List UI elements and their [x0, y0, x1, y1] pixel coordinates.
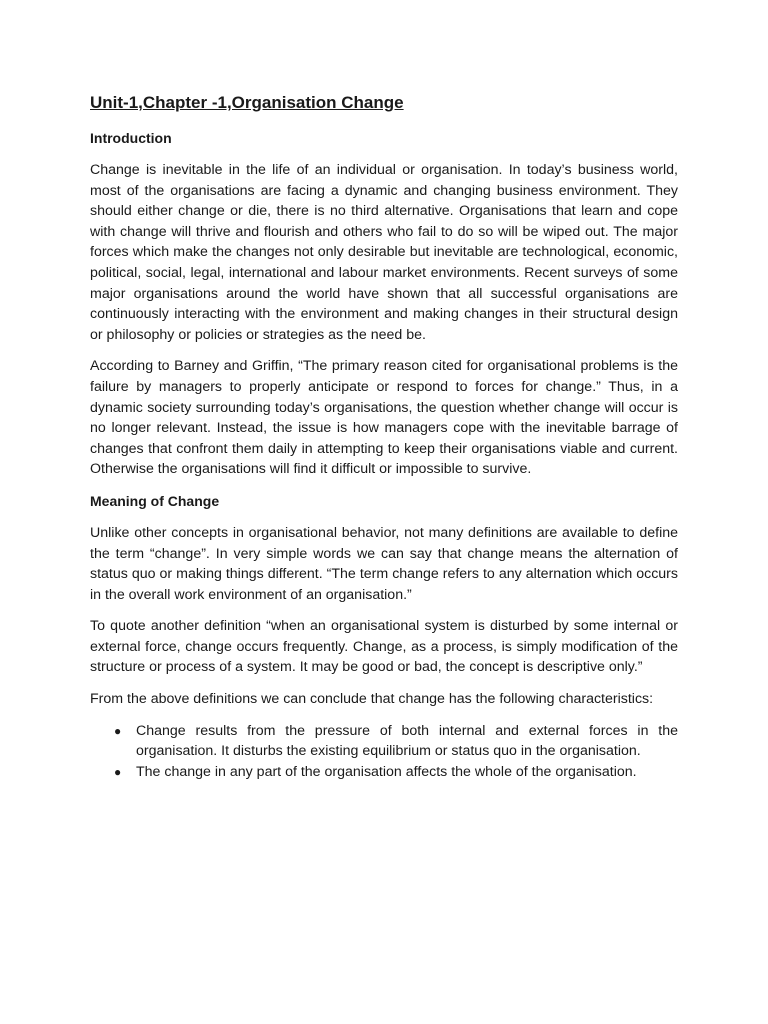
meaning-paragraph-2: To quote another definition “when an organisational system is disturbed by some internal or external force, change occurs frequently. Change, as a process, is simply modification of the structure or process of a system. It may be good or bad, the concept is descriptive only.” [90, 618, 678, 676]
document-page [90, 92, 678, 782]
introduction-heading: Introduction [90, 130, 172, 146]
list-item-text: Change results from the pressure of both internal and external forces in the organisation. It disturbs the existing equilibrium or status quo in the organisation. [136, 722, 678, 760]
meaning-paragraph-1: Unlike other concepts in organisational behavior, not many definitions are available to define the term “change”. In very simple words we can say that change means the alternation of status quo or making things different. “The term change refers to any alternation which occurs in the overall work environment of an organisation.” [90, 524, 678, 603]
bullet-icon: ● [114, 723, 122, 738]
bullet-icon: ● [114, 764, 122, 779]
meaning-paragraph-3: From the above definitions we can conclude that change has the following characteristics: [90, 691, 654, 708]
list-item [114, 762, 678, 783]
list-item [114, 721, 678, 762]
document-title: Unit-1,Chapter -1,Organisation Change [90, 93, 404, 112]
meaning-of-change-heading: Meaning of Change [90, 492, 220, 509]
introduction-paragraph-1: Change is inevitable in the life of an individual or organisation. In today’s business world, most of the organisations are facing a dynamic and changing business environment. They should either change or die, there is no third alternative. Organisations that learn and cope with change will thrive and flourish and others who fail to do so will be wiped out. The major forces which make the changes not only desirable but inevitable are technological, economic, political, social, legal, international and labour market environments. Recent surveys of some major organisations around the world have shown that all successful organisations are continuously interacting with the environment and making changes in their structural design or philosophy or policies or strategies as the need be. [90, 162, 678, 343]
list-item-text: The change in any part of the organisation affects the whole of the organisation. [136, 763, 637, 780]
introduction-paragraph-2: According to Barney and Griffin, “The primary reason cited for organisational problems is the failure by managers to properly anticipate or respond to forces for change.” Thus, in a dynamic society surrounding today’s organisations, the question whether change will occur is no longer relevant. Instead, the issue is how managers cope with the inevitable barrage of changes that confront them daily in attempting to keep their organisations viable and current. Otherwise the organisations will find it difficult or impossible to survive. [90, 358, 678, 478]
characteristics-list [90, 721, 678, 783]
